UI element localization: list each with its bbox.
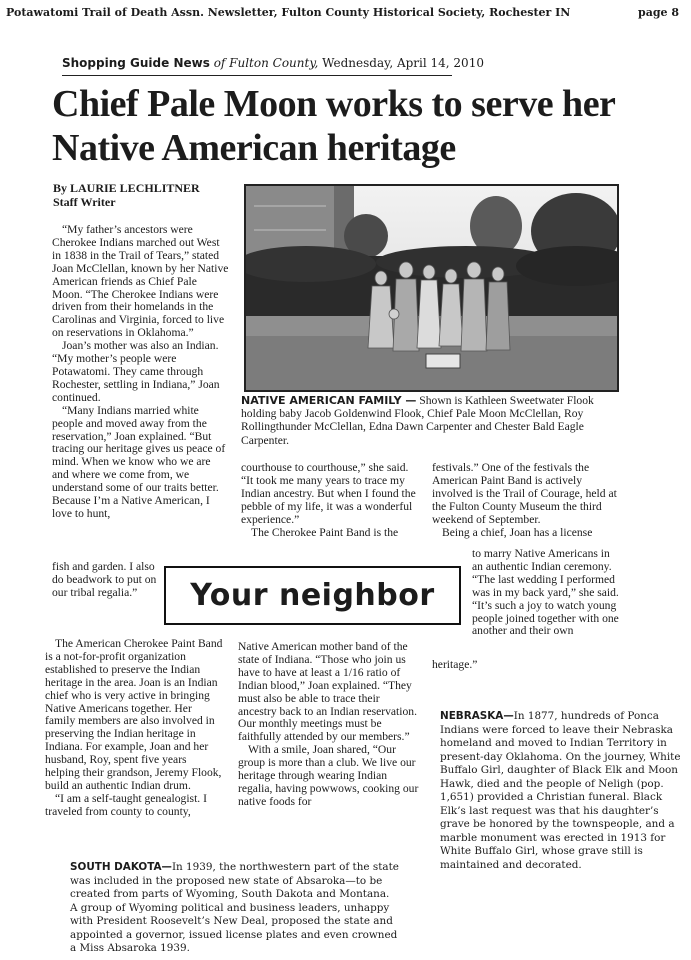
article-paragraph: “Many Indians married white people and moved away from the reservation,” Joan explained. “But tracing our heritage gives us peace of mind. When we know who we are and where we come from, we understand some of our traits better. Because I’m a Native American, I love to hunt, <box>52 403 226 520</box>
article-paragraph: With a smile, Joan shared, “Our group is more than a club. We live our heritage through wearing Indian regalia, having powwows, cooking our native foods for <box>238 743 419 808</box>
article-paragraph: courthouse to courthouse,” she said. “It took me many years to trace my Indian ancestry. But when I found the pebble of my life, it was a wonderful experience.” <box>241 461 416 526</box>
article-column-1-wrap <box>52 561 160 600</box>
article-paragraph: festivals.” One of the festivals the American Paint Band is actively involved is the Trail of Courage, held at the Fulton County Museum the third weekend of September. <box>432 461 617 526</box>
byline-role: Staff Writer <box>53 195 116 209</box>
nebraska-text: In 1877, hundreds of Ponca Indians were forced to leave their Nebraska homeland and moved to Indian Territory in present-day Oklahoma. On the journey, White Buffalo Girl, daughter of Black Elk and Moon Hawk, died and the people of Neligh (pop. 1,651) provided a Christian funeral. Black Elk’s last request was that his daughter’s grave be honored by the townspeople, and a marble monument was erected in 1913 for White Buffalo Girl, whose grave still is maintained and decorated. <box>440 710 681 871</box>
article-paragraph: The Cherokee Paint Band is the <box>251 525 399 539</box>
article-paragraph: to marry Native Americans in an authentic Indian ceremony. “The last wedding I performed was in my back yard,” she said. “It’s such a joy to watch young people joined together with one another and their own <box>472 547 619 638</box>
article-paragraph: Joan’s mother was also an Indian. “My mother’s people were Potawatomi. They came through Rochester, settling in Indiana,” Joan continued. <box>52 339 220 404</box>
newsletter-header: Potawatomi Trail of Death Assn. Newsletter, Fulton County Historical Society, Rochester IN <box>6 6 571 19</box>
article-paragraph: Being a chief, Joan has a license <box>442 525 593 539</box>
nebraska-label: NEBRASKA— <box>440 710 514 722</box>
page-number: page 8 <box>638 6 679 19</box>
photo-caption <box>241 394 616 447</box>
article-column-1 <box>52 224 230 521</box>
family-photo-image <box>246 186 617 390</box>
nebraska-note <box>440 710 690 872</box>
article-column-3 <box>432 462 620 539</box>
caption-label: NATIVE AMERICAN FAMILY — <box>241 394 417 407</box>
article-paragraph: Native American mother band of the state of Indiana. “Those who join us have to have at least a 1/16 ratio of Indian blood,” Joan explained. “They must also be able to trace their ancestry back to an Indian reservation. Our monthly meetings must be faithfully attended by our members.” <box>238 640 417 744</box>
paper-county: of Fulton County, <box>213 56 319 70</box>
paper-name: Shopping Guide News <box>62 56 210 70</box>
issue-date: Wednesday, April 14, 2010 <box>322 56 484 70</box>
south-dakota-text: In 1939, the northwestern part of the state was included in the proposed new state of Absaroka—to be created from parts of Wyoming, South Dakota and Montana. A group of Wyoming political and business leaders, unhappy with President Roosevelt’s New Deal, proposed the state and appointed a governor, issued license plates and even crowned a Miss Absaroka 1939. <box>70 861 399 954</box>
byline <box>53 181 200 209</box>
byline-author: By LAURIE LECHLITNER <box>53 181 200 195</box>
south-dakota-note <box>70 861 400 956</box>
masthead-rule <box>62 75 452 76</box>
your-neighbor-box <box>164 566 461 625</box>
article-column-2 <box>241 462 416 539</box>
your-neighbor-label: Your neighbor <box>190 578 435 613</box>
article-column-3-end <box>432 659 622 672</box>
headline: Chief Pale Moon works to serve her Native American heritage <box>52 83 615 169</box>
article-paragraph: fish and garden. I also do beadwork to put on our tribal regalia.” <box>52 560 157 599</box>
article-column-3-wrap <box>472 548 620 638</box>
article-column-1-lower <box>45 638 223 819</box>
article-paragraph: “I am a self-taught genealogist. I traveled from county to county, <box>45 791 207 818</box>
caption-text: Shown is Kathleen Sweetwater Flook holding baby Jacob Goldenwind Flook, Chief Pale Moon McClellan, Roy Rollingthunder McClellan, Edna Dawn Carpenter and Chester Bald Eagle Carpenter. <box>241 394 594 447</box>
masthead <box>62 56 484 70</box>
article-paragraph: “My father’s ancestors were Cherokee Indians marched out West in 1838 in the Trail of Tears,” stated Joan McClellan, known by her Native American friends as Chief Pale Moon. “The Cherokee Indians were driven from their homelands in the Carolinas and Virginia, forced to live on reservations in Oklahoma.” <box>52 223 229 340</box>
article-column-2-lower <box>238 641 420 809</box>
south-dakota-label: SOUTH DAKOTA— <box>70 861 172 873</box>
article-paragraph: The American Cherokee Paint Band is a not-for-profit organization established to preserve the Indian heritage in the area. Joan is an Indian chief who is very active in bringing Native Americans together. Her family members are also involved in preserving the Indian heritage in Indiana. For example, Joan and her husband, Roy, spent five years helping their grandson, Jeremy Flook, build an authentic Indian drum. <box>45 637 223 792</box>
family-photo <box>244 184 619 392</box>
article-paragraph: heritage.” <box>432 658 478 671</box>
